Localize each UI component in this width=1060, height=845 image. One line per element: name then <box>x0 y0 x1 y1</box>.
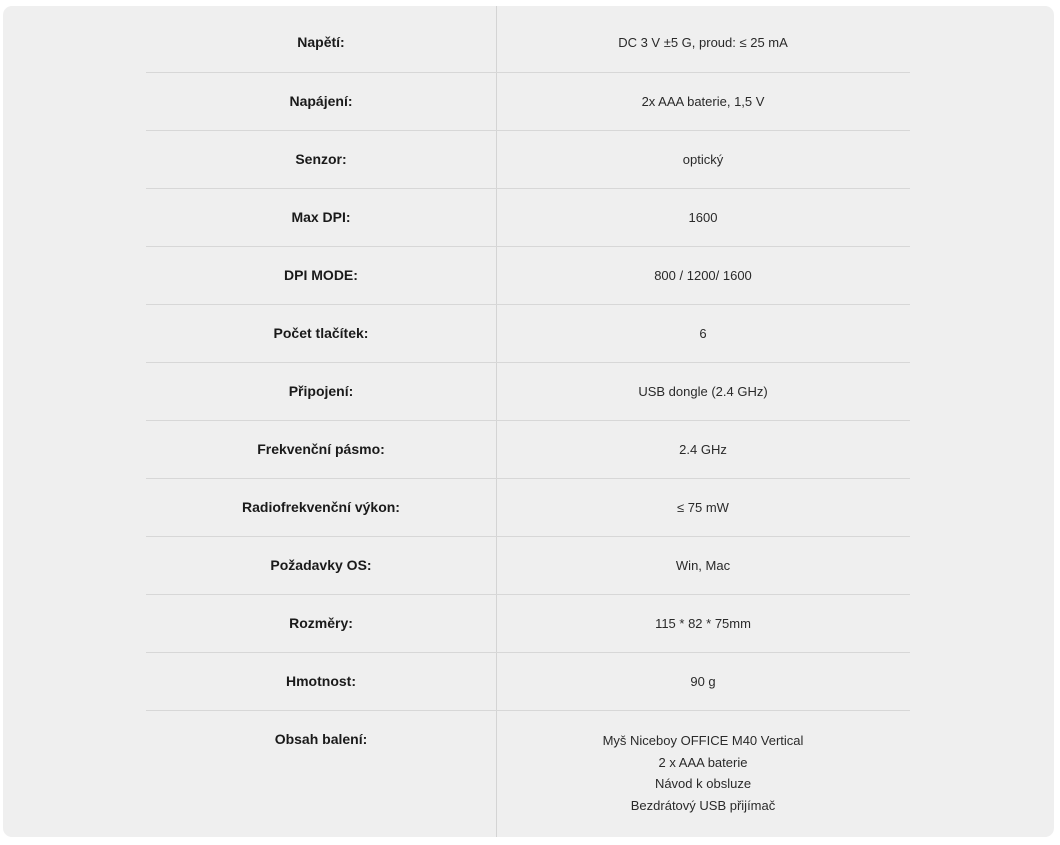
spec-row <box>146 131 910 189</box>
spec-value: 2x AAA baterie, 1,5 V <box>641 94 765 109</box>
package-item: Bezdrátový USB přijímač <box>630 797 776 813</box>
spec-label: Frekvenční pásmo: <box>257 441 385 457</box>
spec-label: Počet tlačítek: <box>273 325 369 341</box>
spec-row <box>146 6 910 73</box>
spec-row <box>146 537 910 595</box>
spec-label: Napájení: <box>289 93 353 109</box>
spec-label: Hmotnost: <box>286 673 356 689</box>
spec-value: DC 3 V ±5 G, proud: ≤ 25 mA <box>618 35 788 50</box>
package-item: Návod k obsluze <box>654 776 752 791</box>
spec-label: Připojení: <box>288 383 354 399</box>
spec-value: optický <box>682 152 724 167</box>
spec-value: 1600 <box>688 210 718 225</box>
spec-value: ≤ 75 mW <box>677 500 729 515</box>
spec-label: Napětí: <box>297 34 345 50</box>
spec-table-panel <box>3 6 1054 837</box>
spec-value: 2.4 GHz <box>679 442 727 457</box>
spec-value: 90 g <box>690 674 716 689</box>
spec-row <box>146 711 910 831</box>
spec-row <box>146 363 910 421</box>
spec-label: Rozměry: <box>289 615 353 631</box>
spec-table <box>146 6 910 831</box>
spec-row <box>146 247 910 305</box>
spec-row <box>146 189 910 247</box>
spec-row <box>146 73 910 131</box>
spec-label: Obsah balení: <box>274 731 368 747</box>
spec-label: DPI MODE: <box>284 267 358 283</box>
spec-label: Požadavky OS: <box>270 557 372 573</box>
spec-value: 800 / 1200/ 1600 <box>654 268 752 283</box>
spec-row <box>146 305 910 363</box>
spec-value: 6 <box>699 326 707 341</box>
package-item: Myš Niceboy OFFICE M40 Vertical <box>602 733 804 748</box>
spec-label: Senzor: <box>295 151 347 167</box>
spec-row <box>146 653 910 711</box>
spec-value: USB dongle (2.4 GHz) <box>638 384 768 399</box>
package-item: 2 x AAA baterie <box>658 754 748 770</box>
spec-value-list <box>496 711 910 831</box>
spec-label: Max DPI: <box>291 209 351 225</box>
spec-row <box>146 479 910 537</box>
spec-row <box>146 595 910 653</box>
spec-value: Win, Mac <box>675 558 731 573</box>
spec-row <box>146 421 910 479</box>
spec-label: Radiofrekvenční výkon: <box>242 499 400 515</box>
spec-value: 115 * 82 * 75mm <box>655 616 751 631</box>
